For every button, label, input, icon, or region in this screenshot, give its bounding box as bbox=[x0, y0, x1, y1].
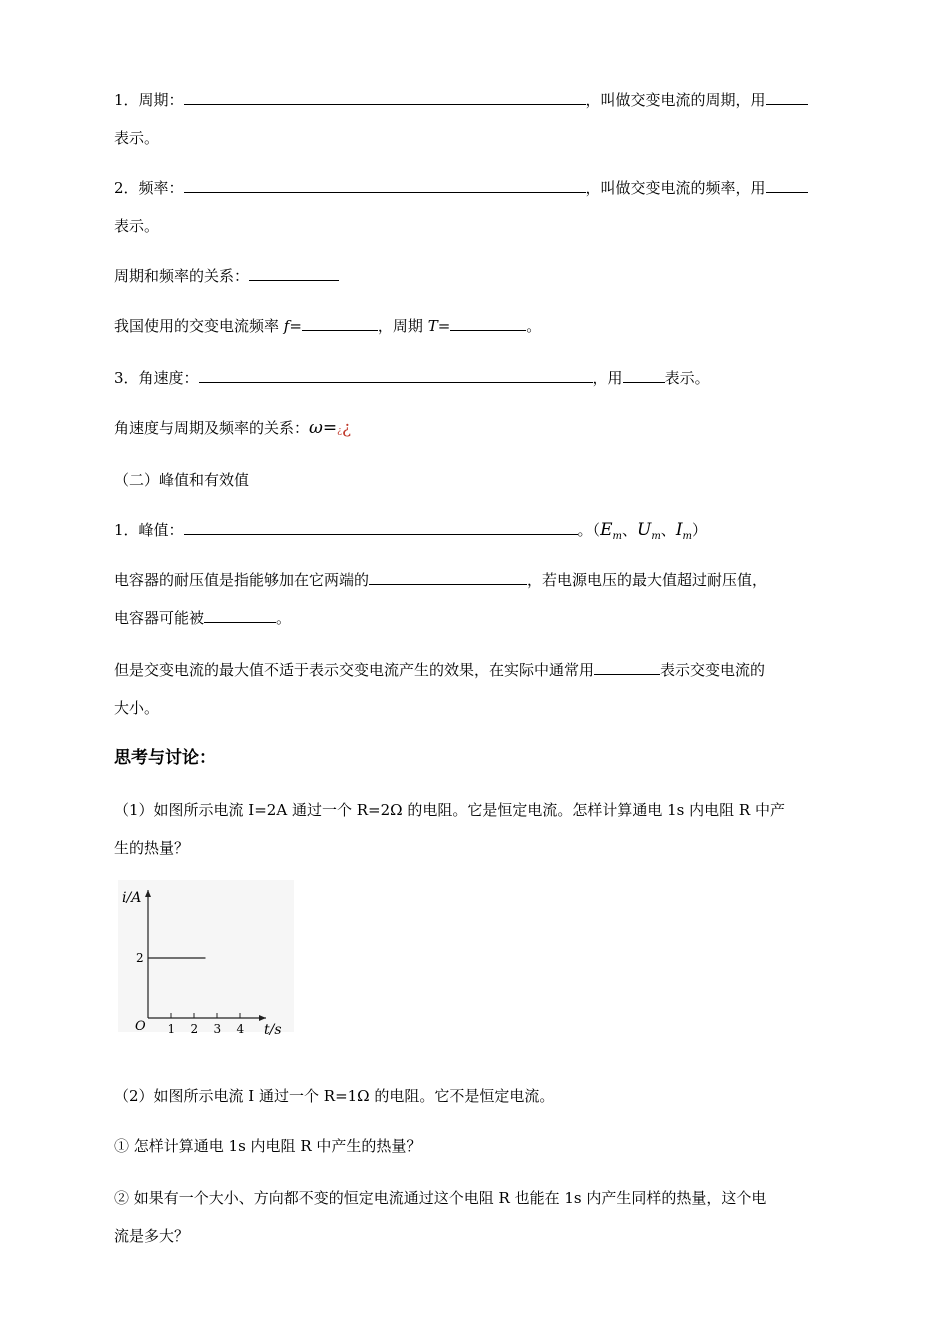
china-text-e: 。 bbox=[526, 317, 542, 335]
china-text-a: 我国使用的交变电流频率 bbox=[114, 317, 284, 335]
q1-line2: 生的热量？ bbox=[114, 839, 190, 857]
E-symbol: E bbox=[600, 520, 613, 540]
omega-symbol: ω bbox=[309, 418, 323, 438]
relation-blank[interactable] bbox=[249, 266, 339, 281]
effective-text-a: 但是交变电流的最大值不适于表示交变电流产生的效果，在实际中通常用 bbox=[114, 661, 595, 679]
period-tail-line: 表示。 bbox=[114, 129, 160, 147]
discussion-title: 思考与讨论： bbox=[114, 748, 216, 768]
capacitor-line2 bbox=[114, 608, 291, 628]
frequency-blank[interactable] bbox=[184, 178, 586, 193]
y-tick-label: 2 bbox=[136, 951, 144, 965]
period-blank[interactable] bbox=[184, 90, 586, 105]
x-tick-label: 3 bbox=[213, 1022, 222, 1035]
capacitor-text-c: 电容器可能被 bbox=[114, 609, 205, 627]
peak-mid: 。（ bbox=[577, 521, 601, 539]
q1-line1: （1）如图所示电流 I=2A 通过一个 R=2Ω 的电阻。它是恒定电流。怎样计算通电 1s 内电阻 R 中产 bbox=[114, 801, 785, 819]
capacitor-text-d: 。 bbox=[276, 609, 292, 627]
f-symbol: f bbox=[283, 317, 290, 335]
q2-line4: 流是多大？ bbox=[114, 1227, 190, 1245]
frequency-lead: 2．频率： bbox=[114, 179, 184, 197]
angular-relation-text: 角速度与周期及频率的关系： bbox=[114, 419, 310, 437]
x-tick-label: 4 bbox=[236, 1022, 245, 1035]
I-subscript: m bbox=[682, 531, 693, 542]
I-symbol: I bbox=[675, 520, 683, 540]
angular-mid: ，用 bbox=[592, 369, 623, 387]
peak-section-title: （二）峰值和有效值 bbox=[114, 471, 250, 489]
U-subscript: m bbox=[651, 531, 661, 542]
angular-symbol-blank[interactable] bbox=[623, 368, 665, 383]
peak-lead: 1．峰值： bbox=[114, 521, 184, 539]
capacitor-line1 bbox=[114, 570, 767, 590]
current-time-chart bbox=[118, 880, 298, 1039]
origin-label: O bbox=[135, 1019, 146, 1034]
china-frequency-line bbox=[114, 316, 541, 336]
peak-line bbox=[114, 520, 707, 547]
effective-line1 bbox=[114, 660, 765, 680]
sep2: 、 bbox=[660, 521, 676, 539]
x-axis-label: t/s bbox=[264, 1022, 282, 1035]
effective-line2: 大小。 bbox=[114, 699, 160, 717]
period-lead: 1．周期： bbox=[114, 91, 184, 109]
angular-line bbox=[114, 368, 710, 388]
placeholder-glyph: ¿ bbox=[341, 418, 352, 438]
period-mid: ，叫做交变电流的周期，用 bbox=[585, 91, 766, 109]
capacitor-blank2[interactable] bbox=[204, 608, 276, 623]
period-symbol-blank[interactable] bbox=[766, 90, 808, 105]
chart-background bbox=[118, 880, 294, 1032]
equals-sign: = bbox=[322, 418, 338, 438]
angular-lead: 3．角速度： bbox=[114, 369, 199, 387]
y-axis-label: i/A bbox=[122, 890, 142, 906]
q2-line3: ② 如果有一个大小、方向都不变的恒定电流通过这个电阻 R 也能在 1s 内产生同样的热量，这个电 bbox=[114, 1189, 767, 1207]
china-text-c: ，周期 bbox=[377, 317, 428, 335]
effective-blank[interactable] bbox=[594, 660, 660, 675]
effective-text-b: 表示交变电流的 bbox=[660, 661, 766, 679]
q2-line1: （2）如图所示电流 I 通过一个 R=1Ω 的电阻。它不是恒定电流。 bbox=[114, 1087, 555, 1105]
capacitor-blank[interactable] bbox=[369, 570, 527, 585]
relation-text: 周期和频率的关系： bbox=[114, 267, 250, 285]
frequency-symbol-blank[interactable] bbox=[766, 178, 808, 193]
peak-end: ） bbox=[692, 521, 708, 539]
U-symbol: U bbox=[636, 520, 652, 540]
peak-blank[interactable] bbox=[184, 520, 578, 535]
q2-line2: ① 怎样计算通电 1s 内电阻 R 中产生的热量？ bbox=[114, 1137, 422, 1155]
sep1: 、 bbox=[621, 521, 637, 539]
angular-blank[interactable] bbox=[199, 368, 593, 383]
frequency-value-blank[interactable] bbox=[302, 316, 378, 331]
chart-svg bbox=[118, 880, 298, 1035]
x-tick-label: 2 bbox=[190, 1022, 199, 1035]
period-value-blank[interactable] bbox=[450, 316, 526, 331]
T-symbol: T bbox=[427, 317, 438, 335]
capacitor-text-b: ，若电源电压的最大值超过耐压值， bbox=[527, 571, 768, 589]
angular-tail: 表示。 bbox=[664, 369, 710, 387]
period-line bbox=[114, 90, 808, 110]
china-eq1: = bbox=[289, 317, 302, 335]
capacitor-text-a: 电容器的耐压值是指能够加在它两端的 bbox=[114, 571, 370, 589]
frequency-line bbox=[114, 178, 808, 198]
placeholder-glyph-small: ¿ bbox=[337, 426, 342, 436]
frequency-tail-line: 表示。 bbox=[114, 217, 160, 235]
angular-relation-line bbox=[114, 418, 351, 441]
x-tick-label: 1 bbox=[167, 1022, 176, 1035]
frequency-mid: ，叫做交变电流的频率，用 bbox=[585, 179, 766, 197]
E-subscript: m bbox=[612, 531, 622, 542]
china-eq2: = bbox=[437, 317, 451, 335]
relation-line bbox=[114, 266, 339, 286]
